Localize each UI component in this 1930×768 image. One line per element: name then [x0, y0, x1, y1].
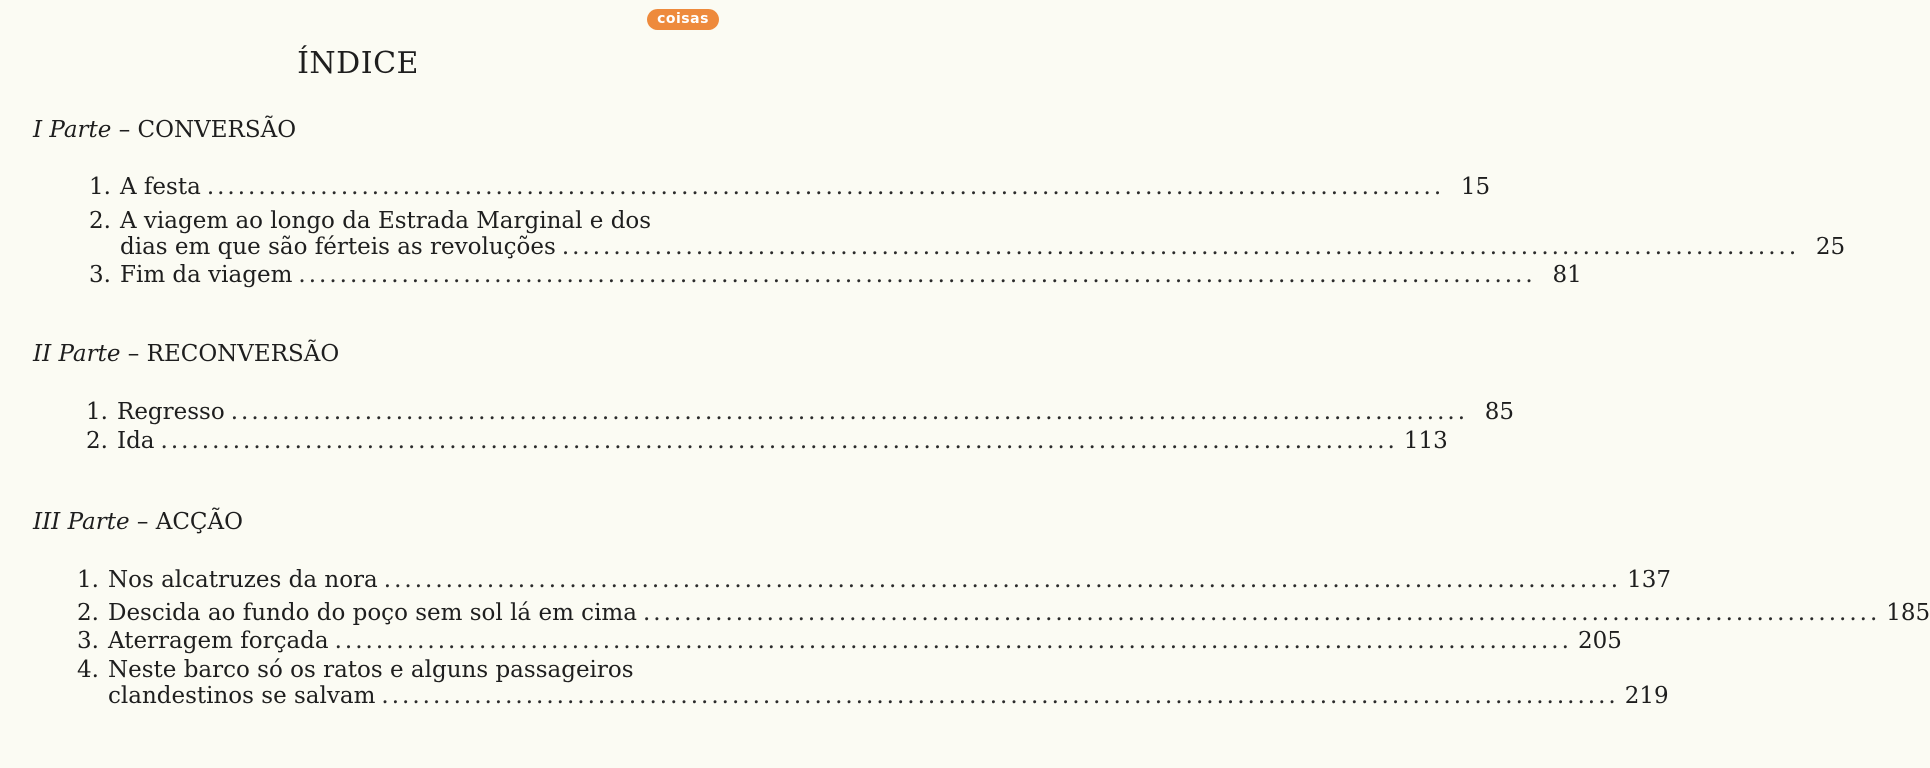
- entry-page: 15: [1460, 174, 1491, 200]
- leader-dots: ........................................................................................................................: [160, 428, 1398, 454]
- entry-page: 219: [1624, 683, 1669, 709]
- leader-dots: ........................................................................................................................: [206, 174, 1445, 200]
- entry-number: 1.: [89, 174, 111, 200]
- leader-dots: ........................................................................................................................: [334, 628, 1572, 654]
- leader-dots: ........................................................................................................................: [642, 600, 1881, 626]
- entry-title: Fim da viagem: [120, 262, 293, 288]
- entry-number: 1.: [86, 399, 108, 425]
- part-heading-2: II Parte – RECONVERSÃO: [33, 341, 340, 367]
- entry-number: 3.: [89, 262, 111, 288]
- toc-entry[interactable]: [63, 567, 1671, 593]
- part-label: I Parte: [33, 117, 112, 143]
- part-name: RECONVERSÃO: [146, 341, 340, 367]
- entry-title: A viagem ao longo da Estrada Marginal e dos: [120, 208, 652, 234]
- entry-title: Ida: [117, 428, 155, 454]
- toc-entry[interactable]: [72, 428, 1448, 454]
- toc-entry[interactable]: [63, 657, 1669, 709]
- toc-entry[interactable]: [75, 262, 1582, 288]
- leader-dots: ........................................................................................................................: [381, 683, 1619, 709]
- entry-title: Nos alcatruzes da nora: [108, 567, 378, 593]
- entry-number: 1.: [77, 567, 99, 593]
- part-name: ACÇÃO: [155, 509, 243, 535]
- part-heading-3: III Parte – ACÇÃO: [33, 509, 243, 535]
- entry-title: Neste barco só os ratos e alguns passageiros: [108, 657, 634, 683]
- toc-entry[interactable]: [63, 628, 1622, 654]
- toc-entry[interactable]: [63, 600, 1930, 626]
- leader-dots: ........................................................................................................................: [561, 234, 1800, 260]
- entry-number: 2.: [89, 208, 111, 234]
- entry-page: 81: [1552, 262, 1582, 288]
- entry-title: Regresso: [117, 399, 225, 425]
- entry-page: 205: [1577, 628, 1622, 654]
- entry-page: 85: [1484, 399, 1515, 425]
- leader-dots: ........................................................................................................................: [230, 399, 1469, 425]
- part-name: CONVERSÃO: [137, 117, 297, 143]
- leader-dots: ........................................................................................................................: [383, 567, 1622, 593]
- entry-page: 113: [1403, 428, 1448, 454]
- entry-page: 25: [1815, 234, 1846, 260]
- entry-number: 2.: [86, 428, 108, 454]
- entry-page: 185: [1886, 600, 1930, 626]
- entry-number: 4.: [77, 657, 99, 683]
- entry-title: Descida ao fundo do poço sem sol lá em cima: [108, 600, 637, 626]
- coisas-logo-badge: coisas: [647, 9, 719, 30]
- entry-number: 3.: [77, 628, 99, 654]
- part-label: III Parte: [33, 509, 130, 535]
- page-title: ÍNDICE: [297, 46, 419, 81]
- toc-entry[interactable]: [75, 208, 1846, 260]
- entry-number: 2.: [77, 600, 99, 626]
- entry-title: Aterragem forçada: [108, 628, 329, 654]
- entry-page: 137: [1627, 567, 1671, 593]
- part-label: II Parte: [33, 341, 121, 367]
- entry-title: A festa: [120, 174, 201, 200]
- part-heading-1: I Parte – CONVERSÃO: [33, 117, 297, 143]
- leader-dots: ........................................................................................................................: [298, 262, 1536, 288]
- toc-entry[interactable]: [75, 174, 1491, 200]
- toc-entry[interactable]: [72, 399, 1515, 425]
- entry-title-continued: clandestinos se salvam: [108, 683, 376, 709]
- entry-title-continued: dias em que são férteis as revoluções: [120, 234, 556, 260]
